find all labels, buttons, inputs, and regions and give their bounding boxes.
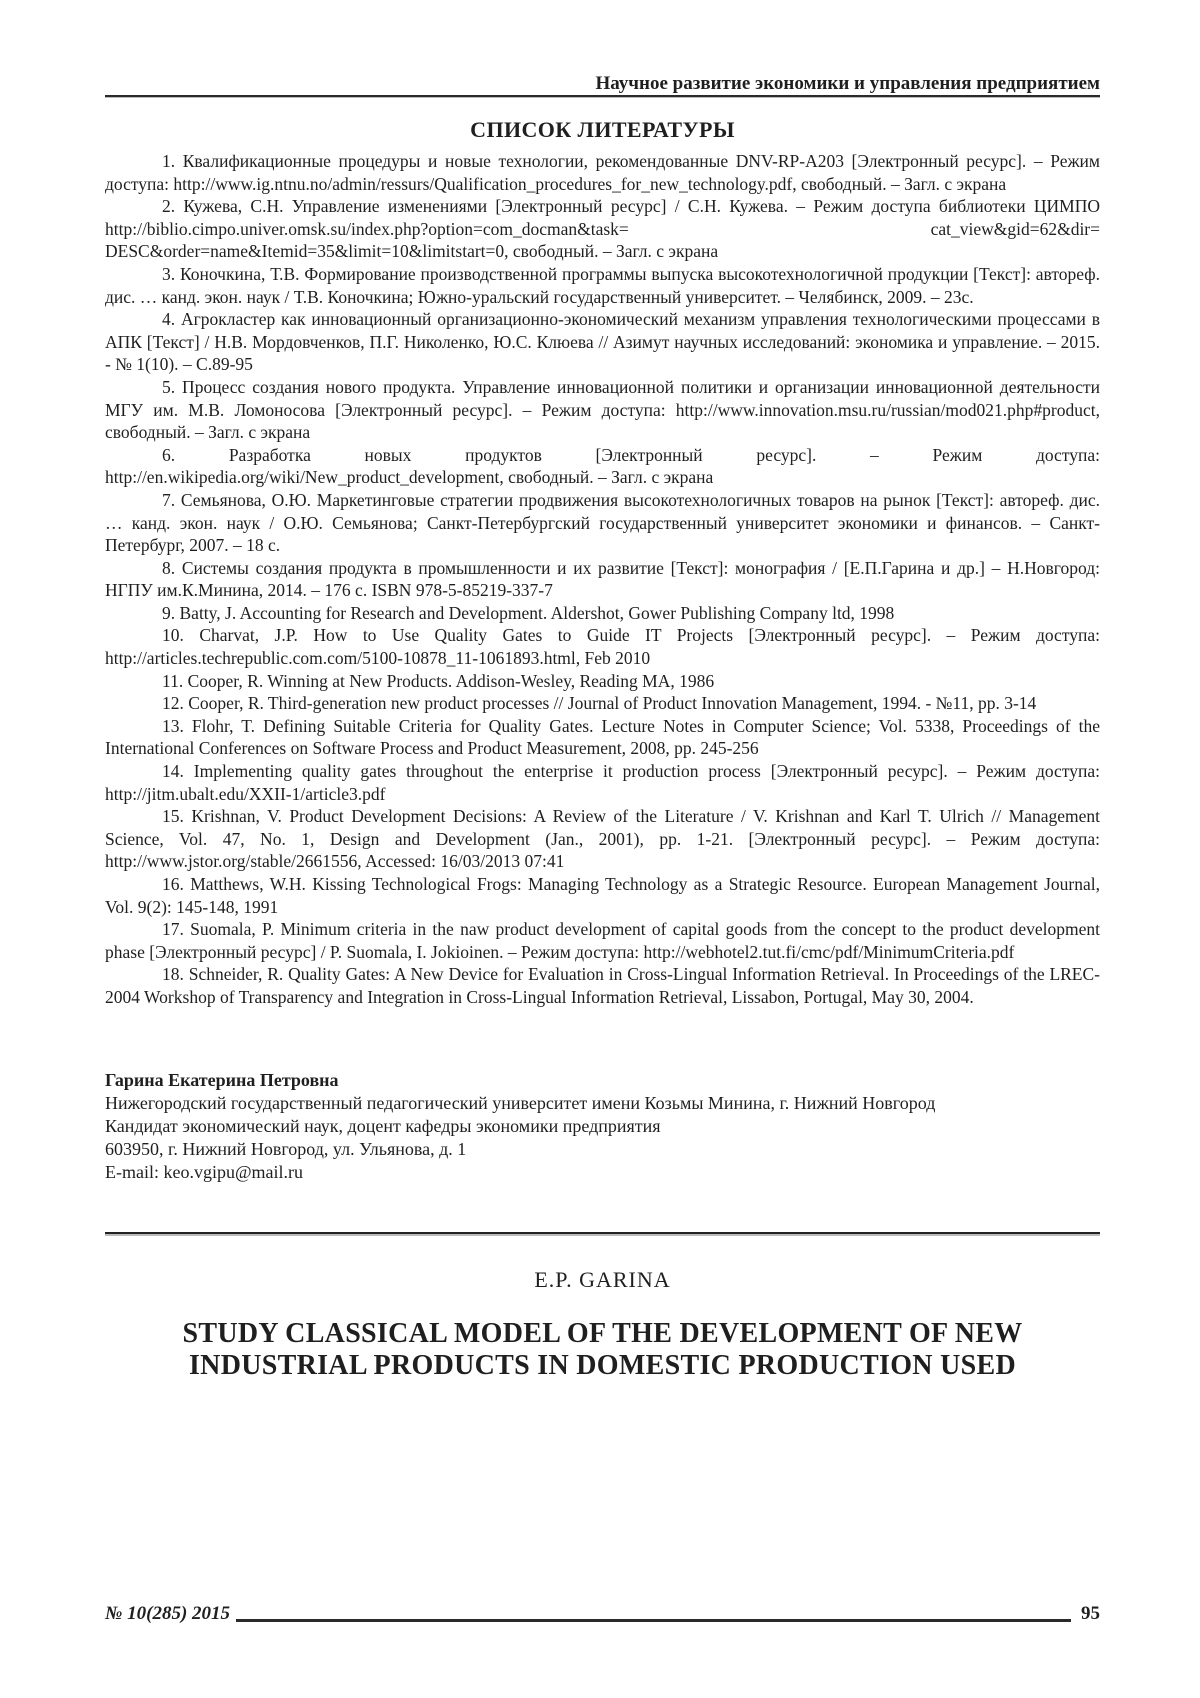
reference-item: 7. Семьянова, О.Ю. Маркетинговые стратегии продвижения высокотехнологичных товаров на рынок [Текст]: автореф. дис. … канд. экон. наук / О.Ю. Семьянова; Санкт-Петербургский государственный университет экономики и финансов. – Санкт-Петербург, 2007. – 18 с. [105, 489, 1100, 556]
english-author: E.P. GARINA [534, 1266, 671, 1292]
english-title-line1: STUDY CLASSICAL MODEL OF THE DEVELOPMENT OF NEW [182, 1317, 1023, 1349]
reference-item: 4. Агрокластер как инновационный организационно-экономический механизм управления технологическими процессами в АПК [Текст] / Н.В. Мордовченков, П.Г. Николенко, Ю.С. Клюева // Азимут научных исследований: экономика и управление. – 2015. - № 1(10). – С.89-95 [105, 309, 1100, 375]
reference-item: 16. Matthews, W.H. Kissing Technological Frogs: Managing Technology as a Strategic Resource. European Management Journal, Vol. 9(2): 145-148, 1991 [105, 874, 1100, 917]
reference-item: 1. Квалификационные процедуры и новые технологии, рекомендованные DNV-RP-A203 [Электронный ресурс]. – Режим доступа: http://www.ig.ntnu.no/admin/ressurs/Qualification_procedures_for_new_technology.pdf, свободный. – Загл. с экрана [105, 151, 1100, 194]
author-block [105, 1069, 1100, 1184]
reference-item: 12. Cooper, R. Third-generation new product processes // Journal of Product Innovation Management, 1994. - №11, pp. 3-14 [162, 693, 1037, 714]
author-name: Гарина Екатерина Петровна [105, 1069, 339, 1090]
reference-item: 14. Implementing quality gates throughout the enterprise it production process [Электронный ресурс]. – Режим доступа: http://jitm.ubalt.edu/XXII-1/article3.pdf [105, 761, 1100, 804]
footer-issue-label: № 10(285) 2015 [105, 1603, 231, 1624]
reference-item: 11. Cooper, R. Winning at New Products. Addison-Wesley, Reading MA, 1986 [162, 670, 715, 691]
reference-list [105, 150, 1100, 1009]
author-email: E-mail: keo.vgipu@mail.ru [105, 1161, 304, 1182]
reference-item: 8. Системы создания продукта в промышленности и их развитие [Текст]: монография / [Е.П.Гарина и др.] – Н.Новгород: НГПУ им.К.Минина, 2014. – 176 с. ISBN 978-5-85219-337-7 [105, 557, 1100, 601]
english-title [105, 1318, 1100, 1382]
section-title: СПИСОК ЛИТЕРАТУРЫ [470, 117, 735, 142]
english-title-line2: INDUSTRIAL PRODUCTS IN DOMESTIC PRODUCTION USED [188, 1349, 1016, 1381]
reference-item: 9. Batty, J. Accounting for Research and Development. Aldershot, Gower Publishing Company ltd, 1998 [162, 602, 895, 623]
reference-item: 13. Flohr, T. Defining Suitable Criteria for Quality Gates. Lecture Notes in Computer Science; Vol. 5338, Proceedings of the International Conferences on Software Process and Product Measurement, 2008, pp. 245-256 [105, 715, 1100, 759]
running-header: Научное развитие экономики и управления предприятием [105, 0, 1100, 97]
page-footer [105, 1602, 1100, 1626]
reference-item: 5. Процесс создания нового продукта. Управление инновационной политики и организации инновационной деятельности МГУ им. М.В. Ломоносова [Электронный ресурс]. – Режим доступа: http://www.innovation.msu.ru/russian/mod021.php#product, свободный. – Загл. с экрана [105, 376, 1100, 443]
reference-item: 10. Charvat, J.P. How to Use Quality Gates to Guide IT Projects [Электронный ресурс]. – Режим доступа: http://articles.techrepublic.com.com/5100-10878_11-1061893.html, Feb 2010 [105, 625, 1100, 669]
reference-item: 17. Suomala, P. Minimum criteria in the naw product development of capital goods from the concept to the product development phase [Электронный ресурс] / P. Suomala, I. Jokioinen. – Режим доступа: http://webhotel2.tut.fi/cmc/pdf/MinimumCriteria.pdf [105, 919, 1100, 962]
page-content [105, 0, 1100, 1382]
reference-item: 15. Krishnan, V. Product Development Decisions: A Review of the Literature / V. Krishnan and Karl T. Ulrich // Management Science, Vol. 47, No. 1, Design and Development (Jan., 2001), pp. 1-21. [Электронный ресурс]. – Режим доступа: http://www.jstor.org/stable/2661556, Accessed: 16/03/2013 07:41 [105, 806, 1100, 872]
footer-page-number: 95 [1081, 1603, 1100, 1624]
reference-item: 6. Разработка новых продуктов [Электронный ресурс]. – Режим доступа: http://en.wikipedia.org/wiki/New_product_development, свободный. – Загл. с экрана [105, 444, 1100, 488]
reference-item: 18. Schneider, R. Quality Gates: A New Device for Evaluation in Cross-Lingual Information Retrieval. In Proceedings of the LREC-2004 Workshop of Transparency and Integration in Cross-Lingual Information Retrieval, Lissabon, Portugal, May 30, 2004. [105, 964, 1100, 1007]
author-degree: Кандидат экономический наук, доцент кафедры экономики предприятия [105, 1115, 661, 1136]
reference-item: 2. Кужева, С.Н. Управление изменениями [Электронный ресурс] / С.Н. Кужева. – Режим доступа библиотеки ЦИМПО http://biblio.cimpo.univer.omsk.su/index.php?option=com_docman&task= cat_view&gid=62&dir= DESC&order=name&Itemid=35&limit=10&limitstart=0, свободный. – Загл. с экрана [105, 196, 1100, 262]
author-address: 603950, г. Нижний Новгород, ул. Ульянова, д. 1 [105, 1138, 467, 1159]
author-affiliation: Нижегородский государственный педагогический университет имени Козьмы Минина, г. Нижний Новгород [105, 1092, 936, 1113]
reference-item: 3. Коночкина, Т.В. Формирование производственной программы выпуска высокотехнологичной продукции [Текст]: автореф. дис. … канд. экон. наук / Т.В. Коночкина; Южно-уральский государственный университет. – Челябинск, 2009. – 23с. [105, 263, 1100, 307]
section-divider [105, 1232, 1100, 1234]
footer-rule [236, 1619, 1071, 1622]
